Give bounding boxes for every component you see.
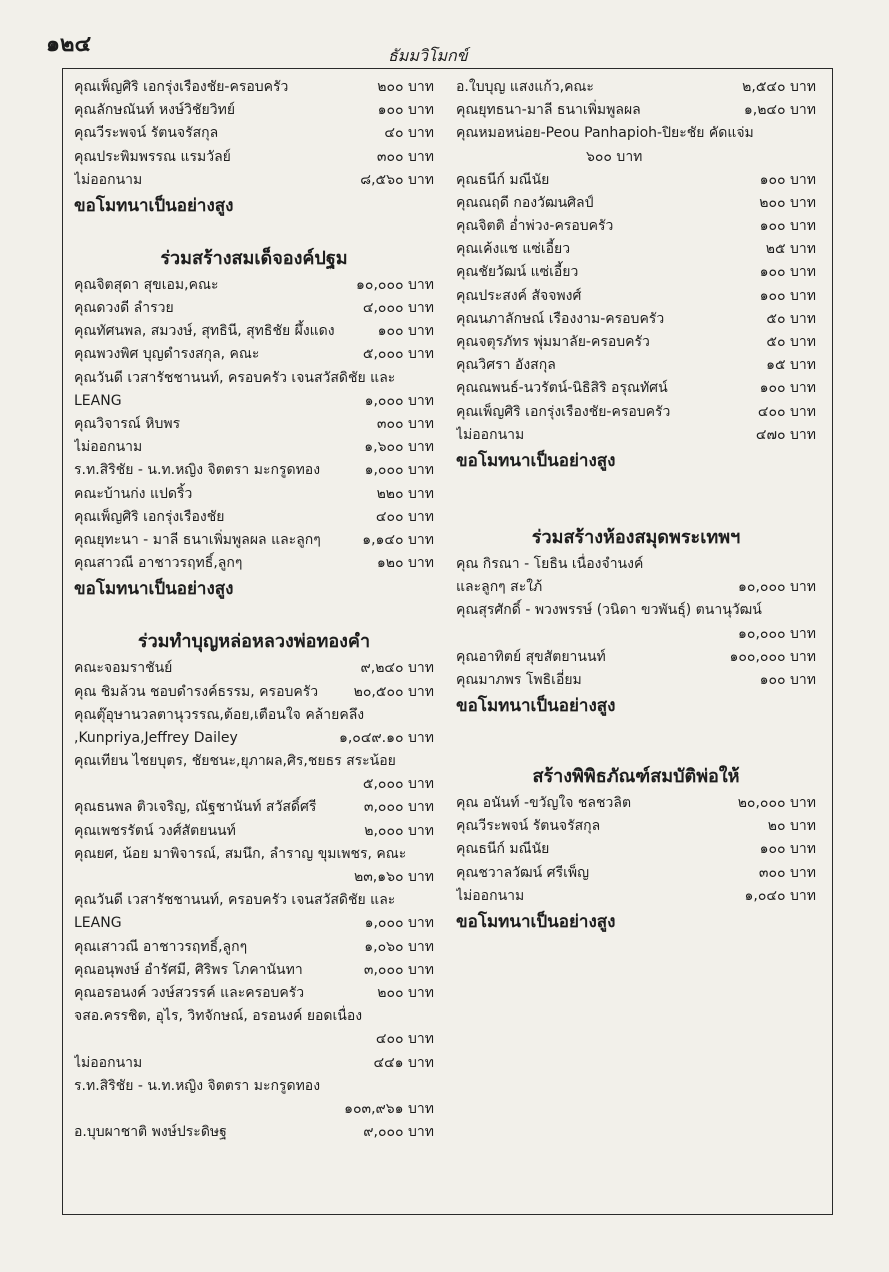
donation-amount: ๑๐,๐๐๐ บาท (738, 579, 816, 596)
donor-name: คุณอรอนงค์ วงษ์สวรรค์ และครอบครัว (74, 984, 305, 1001)
donor-row (456, 215, 816, 238)
donor-row (456, 331, 816, 354)
donor-name: ไม่ออกนาม (456, 887, 525, 904)
donation-amount: ๑๐๐ บาท (759, 218, 816, 235)
donor-row (456, 308, 816, 331)
donor-row (456, 792, 816, 815)
donation-amount: ๑๐๐ บาท (377, 323, 434, 340)
donor-row (74, 912, 434, 935)
donor-name: คุณเค้งแช แซ่เอี้ยว (456, 241, 571, 258)
donation-amount: ๔๐๐ บาท (757, 403, 816, 420)
donation-amount: ๔๔๑ บาท (373, 1054, 434, 1071)
donation-amount: ๑,๐๔๐ บาท (744, 887, 816, 904)
donor-row (74, 936, 434, 959)
donor-list (74, 797, 434, 843)
donor-list (456, 646, 816, 692)
donor-name: LEANG (74, 915, 122, 932)
donation-amount: ๒๐,๐๐๐ บาท (737, 795, 816, 812)
donor-row (74, 169, 434, 192)
section-title-museum: สร้างพิพิธภัณฑ์สมบัติพ่อให้ (532, 766, 740, 788)
donor-list (74, 274, 434, 367)
donor-name: ไม่ออกนาม (456, 426, 525, 443)
donor-list (74, 727, 434, 750)
donor-row (74, 727, 434, 750)
donor-row (456, 169, 816, 192)
donation-amount: ๔๐ บาท (384, 125, 434, 142)
donor-row (74, 483, 434, 506)
donor-row (74, 982, 434, 1005)
donation-amount: ๑๒๐ บาท (376, 555, 434, 572)
donor-name: คุณชัยวัฒน์ แซ่เอี้ยว (456, 264, 579, 281)
donation-amount: ๓,๐๐๐ บาท (363, 961, 434, 978)
thanks-line: ขอโมทนาเป็นอย่างสูง (456, 451, 616, 471)
donor-row (74, 413, 434, 436)
donation-amount: ๑,๒๔๐ บาท (743, 102, 816, 119)
donation-amount: ๕๐ บาท (766, 310, 816, 327)
donor-name: คุณยุทะนา - มาลี ธนาเพิ่มพูลผล และลูกๆ (74, 531, 321, 548)
donor-list (74, 390, 434, 576)
donor-row (74, 529, 434, 552)
thanks-line: ขอโมทนาเป็นอย่างสูง (456, 912, 616, 933)
donation-amount: ๑,๐๔๙.๑๐ บาท (338, 729, 434, 746)
donor-row (74, 122, 434, 145)
donation-amount: ๑๐๐,๐๐๐ บาท (729, 648, 816, 665)
donation-amount: ๔๐๐ บาท (375, 508, 434, 525)
donor-row (74, 390, 434, 413)
donation-amount: ๒๐๐ บาท (377, 984, 434, 1001)
donor-list (74, 1052, 434, 1075)
donor-name: คุณพวงพิศ บุญดำรงสกุล, คณะ (74, 346, 260, 363)
donation-amount: ๑๐๐ บาท (759, 264, 816, 281)
donor-name: คุณเพ็ญศิริ เอกรุ่งเรืองชัย-ครอบครัว (74, 78, 289, 95)
donation-amount: ๓๐๐ บาท (376, 416, 434, 433)
donor-row (456, 76, 816, 99)
donor-name: คุณเพ็ญศิริ เอกรุ่งเรืองชัย (74, 508, 225, 525)
donor-name: คุณเพชรรัตน์ วงศ์สัตยนนท์ (74, 822, 236, 839)
donation-amount: ๑,๐๐๐ บาท (364, 392, 434, 409)
donor-name: คุณธนีก์ มณีนัย (456, 841, 550, 858)
donor-name: ไม่ออกนาม (74, 439, 143, 456)
donation-amount: ๑๕ บาท (766, 357, 816, 374)
donor-row (456, 839, 816, 862)
donor-name: คุณมาภพร โพธิเอี่ยม (456, 671, 582, 688)
donation-amount: ๑๐๐ บาท (759, 287, 816, 304)
donation-amount: ๔,๐๐๐ บาท (362, 300, 434, 317)
donation-amount: ๑,๐๐๐ บาท (364, 915, 434, 932)
donor-name: คุณจตุรภัทร พุ่มมาลัย-ครอบครัว (456, 334, 650, 351)
donor-amount: ๑๐๓,๙๖๑ บาท (344, 1100, 434, 1117)
donation-amount: ๓๐๐ บาท (758, 864, 816, 881)
donor-name: คุณ ชิมล้วน ชอบดำรงค์ธรรม, ครอบครัว (74, 683, 319, 700)
donor-name: คุณประสงค์ สัจจพงศ์ (456, 287, 582, 304)
donor-line: จสอ.ครรชิต, อุไร, วิทจักษณ์, อรอนงค์ ยอดเนื่อง (74, 1008, 363, 1025)
donor-amount: ๖๐๐ บาท (586, 148, 643, 165)
donation-amount: ๘,๕๖๐ บาท (360, 171, 434, 188)
donation-amount: ๒,๕๔๐ บาท (742, 78, 816, 95)
donation-amount: ๙,๐๐๐ บาท (363, 1124, 434, 1141)
donation-amount: ๒๐,๕๐๐ บาท (353, 683, 434, 700)
donor-row (74, 436, 434, 459)
donor-name: คุณดวงดี ลำรวย (74, 300, 174, 317)
donation-amount: ๔๗๐ บาท (755, 426, 816, 443)
donor-line: คุณสุรศักดิ์ - พวงพรรษ์ (วนิดา ขวพันธุ์) ตนานุวัฒน์ (456, 602, 762, 619)
donor-name: คุณนภาลักษณ์ เรืองงาม-ครอบครัว (456, 310, 665, 327)
thanks-line: ขอโมทนาเป็นอย่างสูง (456, 696, 616, 717)
donor-row (456, 646, 816, 669)
donor-name: อ.บุบผาชาติ พงษ์ประดิษฐ (74, 1124, 227, 1141)
donor-row (74, 274, 434, 297)
donor-list (456, 76, 816, 122)
donor-row (74, 320, 434, 343)
donor-line: ร.ท.สิริชัย - น.ท.หญิง จิตตรา มะกรูดทอง (74, 1077, 321, 1094)
donor-name: อ.ใบบุญ แสงแก้ว,คณะ (456, 78, 594, 95)
donor-name: ไม่ออกนาม (74, 1054, 143, 1071)
donation-amount: ๑,๖๐๐ บาท (364, 439, 434, 456)
left-column (74, 76, 434, 1144)
donation-amount: ๑๐,๐๐๐ บาท (356, 276, 434, 293)
donor-line: คุณวันดี เวสารัชชานนท์, ครอบครัว เจนสวัสดิชัย และ (74, 892, 396, 909)
donor-name: คุณสาวณี อาชาวรฤทธิ์,ลูกๆ (74, 555, 243, 572)
donor-row (456, 885, 816, 908)
donor-name: คุณจิตสุดา สุขเอม,คณะ (74, 276, 219, 293)
donor-list (74, 657, 434, 703)
donation-amount: ๒๐๐ บาท (759, 194, 816, 211)
donor-name: ไม่ออกนาม (74, 171, 143, 188)
donation-amount: ๑,๐๐๐ บาท (364, 462, 434, 479)
donor-row (456, 401, 816, 424)
donation-amount: ๙,๒๔๐ บาท (360, 660, 434, 677)
donor-row (74, 99, 434, 122)
thanks-line: ขอโมทนาเป็นอย่างสูง (74, 579, 234, 600)
donation-amount: ๒๐๐ บาท (377, 78, 434, 95)
donor-row (74, 344, 434, 367)
donor-row (74, 820, 434, 843)
donation-amount: ๑๐๐ บาท (377, 102, 434, 119)
donor-line: คุณหมอหน่อย-Peou Panhapioh-ปิยะชัย คัดแจ่ม (456, 125, 754, 142)
donor-name: คุณเพ็ญศิริ เอกรุ่งเรืองชัย-ครอบครัว (456, 403, 671, 420)
thanks-line: ขอโมทนาเป็นอย่างสูง (74, 195, 234, 216)
donation-amount: ๑๐๐ บาท (759, 380, 816, 397)
section-title-library: ร่วมสร้างห้องสมุดพระเทพฯ (531, 527, 741, 548)
donor-row (456, 262, 816, 285)
donor-list (74, 1121, 434, 1144)
donor-name: คุณประพิมพรรณ แรมวัลย์ (74, 148, 231, 165)
donor-amount: ๔๐๐ บาท (375, 1031, 434, 1048)
donor-name: ร.ท.สิริชัย - น.ท.หญิง จิตตรา มะกรูดทอง (74, 462, 321, 479)
donor-name: คณะจอมราชันย์ (74, 660, 173, 677)
donor-amount: ๒๓,๑๖๐ บาท (354, 869, 434, 886)
donor-name: คุณอนุพงษ์ อำรัศมี, ศิริพร โภคานันทา (74, 961, 303, 978)
donor-row (456, 99, 816, 122)
donor-row (456, 862, 816, 885)
donation-amount: ๒๒๐ บาท (376, 485, 434, 502)
donor-row (74, 1052, 434, 1075)
donor-name: คณะบ้านก่ง แปดริ้ว (74, 485, 193, 502)
donor-list (74, 76, 434, 192)
donor-row (456, 815, 816, 838)
donor-list (74, 912, 434, 1005)
donation-amount: ๑,๐๖๐ บาท (364, 938, 434, 955)
donor-name: คุณชวาลวัฒน์ ศรีเพ็ญ (456, 864, 590, 881)
donor-line: คุณยศ, น้อย มาพิจารณ์, สมนึก, ลำราญ ขุมเพชร, คณะ (74, 845, 407, 862)
donor-list (456, 576, 816, 599)
donation-amount: ๒,๐๐๐ บาท (364, 822, 434, 839)
donor-name: คุณณพนธ์-นวรัตน์-นิธิสิริ อรุณทัศน์ (456, 380, 668, 397)
donor-list (456, 792, 816, 908)
donor-row (74, 797, 434, 820)
donor-row (456, 669, 816, 692)
donation-amount: ๑๐๐ บาท (759, 671, 816, 688)
donor-row (74, 552, 434, 575)
donor-row (456, 576, 816, 599)
page-number: ๑๒๔ (46, 32, 92, 57)
donor-line: คุณ กิรณา - โยธิน เนื่องจำนงค์ (456, 555, 644, 572)
donor-row (74, 959, 434, 982)
donor-name: คุณอาทิตย์ สุขสัตยานนท์ (456, 648, 606, 665)
right-column (456, 76, 816, 936)
donor-name: LEANG (74, 392, 122, 409)
donor-row (456, 285, 816, 308)
donor-line: คุณเทียน ไชยบุตร, ชัยชนะ,ยุภาผล,ศิร,ชยธร สระน้อย (74, 753, 396, 770)
donation-amount: ๑,๑๔๐ บาท (362, 531, 434, 548)
donor-row (456, 354, 816, 377)
donor-name: คุณ อนันท์ -ขวัญใจ ชลชวลิต (456, 795, 632, 812)
donation-amount: ๓๐๐ บาท (376, 148, 434, 165)
donor-list (456, 169, 816, 447)
donor-name: คุณลักษณันท์ หงษ์วิชัยวิทย์ (74, 102, 236, 119)
donor-row (74, 1121, 434, 1144)
donor-name: คุณวิจารณ์ หิบพร (74, 416, 181, 433)
donor-name: และลูกๆ สะใภ้ (456, 579, 543, 596)
donation-amount: ๓,๐๐๐ บาท (363, 799, 434, 816)
section-title-somdet: ร่วมสร้างสมเด็จองค์ปฐม (160, 247, 348, 269)
donor-amount: ๑๐,๐๐๐ บาท (738, 625, 816, 642)
running-header: ธัมมวิโมกข์ (388, 46, 468, 65)
donor-row (456, 424, 816, 447)
donor-line: คุณตุ๊อุษานวลตานุวรรณ,ต้อย,เตือนใจ คล้ายคลึง (74, 706, 365, 723)
donor-name: คุณทัศนพล, สมวงษ์, สุทธินี, สุทธิชัย ผึ้งแดง (74, 323, 335, 340)
donation-amount: ๕,๐๐๐ บาท (362, 346, 434, 363)
donor-name: คุณธนีก์ มณีนัย (456, 171, 550, 188)
donor-row (74, 657, 434, 680)
donor-name: คุณเสาวณี อาชาวรฤทธิ์,ลูกๆ (74, 938, 248, 955)
donor-name: คุณวีระพจน์ รัตนจรัสกุล (456, 818, 601, 835)
donation-amount: ๕๐ บาท (766, 334, 816, 351)
donor-row (74, 681, 434, 704)
donation-amount: ๒๐ บาท (767, 818, 816, 835)
donor-name: คุณวิศรา อังสกุล (456, 357, 556, 374)
donor-name: คุณธนพล ติวเจริญ, ณัฐชานันท์ สวัสดิ์ศรี (74, 799, 317, 816)
donor-name: ,Kunpriya,Jeffrey Dailey (74, 729, 238, 746)
donor-name: คุณยุทธนา-มาลี ธนาเพิ่มพูลผล (456, 102, 641, 119)
donor-row (74, 146, 434, 169)
donor-name: คุณณฤดี กองวัฒนศิลป์ (456, 194, 594, 211)
donation-amount: ๒๕ บาท (765, 241, 816, 258)
donor-row (456, 377, 816, 400)
donor-row (74, 76, 434, 99)
donor-row (74, 297, 434, 320)
donor-amount: ๕,๐๐๐ บาท (362, 776, 434, 793)
donor-name: คุณวีระพจน์ รัตนจรัสกุล (74, 125, 219, 142)
donation-amount: ๑๐๐ บาท (759, 841, 816, 858)
donor-row (456, 238, 816, 261)
donor-row (456, 192, 816, 215)
section-title-golden-buddha: ร่วมทำบุญหล่อหลวงพ่อทองคำ (137, 631, 371, 653)
donor-line: คุณวันดี เวสารัชชานนท์, ครอบครัว เจนสวัสดิชัย และ (74, 369, 396, 386)
donor-row (74, 459, 434, 482)
donor-name: คุณจิตติ อ่ำพ่วง-ครอบครัว (456, 218, 614, 235)
donation-amount: ๑๐๐ บาท (759, 171, 816, 188)
donor-row (74, 506, 434, 529)
